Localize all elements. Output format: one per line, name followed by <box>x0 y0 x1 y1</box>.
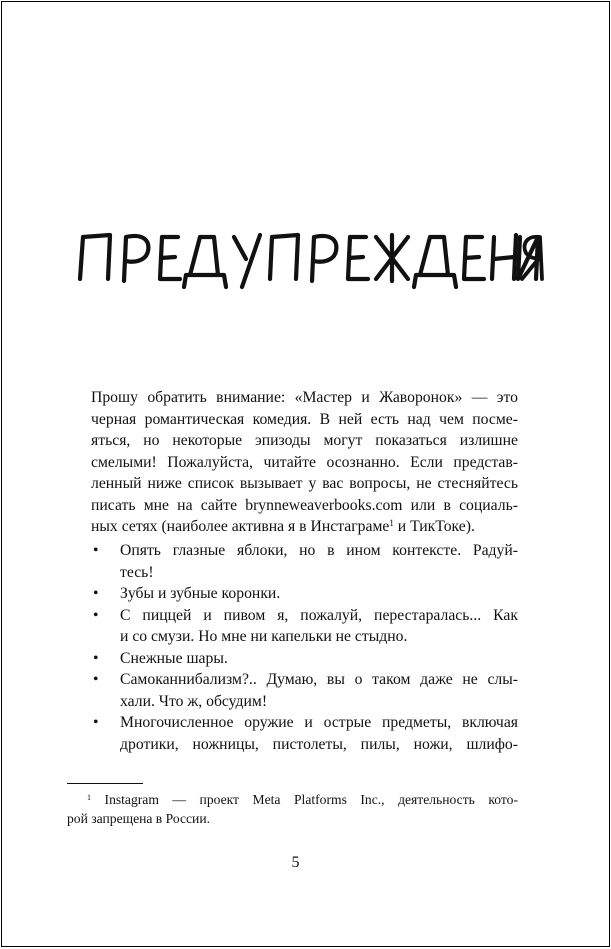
intro-line-text: ных сетях (наиболее активна я в Инстаграме <box>91 518 390 535</box>
intro-line: черная романтическая комедия. В ней есть над чем посме- <box>91 410 518 428</box>
intro-line-text: и ТикТоке). <box>393 518 475 535</box>
bullet-marker: • <box>93 606 99 624</box>
list-item <box>91 605 518 648</box>
list-item-line: Многочисленное оружие и острые предметы, включая <box>120 714 518 731</box>
bullet-marker: • <box>93 649 99 667</box>
list-item-line: и со смузи. Но мне ни капельки не стыдно. <box>120 628 408 645</box>
list-item-line: дротики, ножницы, пистолеты, пилы, ножи, шлифо- <box>120 735 518 753</box>
list-item-line: Самоканнибализм?.. Думаю, вы о таком даже не слы- <box>120 671 518 688</box>
list-item <box>91 648 518 670</box>
intro-line: смелыми! Пожалуйста, читайте осознанно. Если представ- <box>91 453 518 471</box>
footnote-line-text: Instagram — проект Meta Platforms Inc., деятельность кото- <box>91 792 518 807</box>
list-item-line: Опять глазные яблоки, но в ином контексте. Радуй- <box>120 542 518 559</box>
intro-line-with-footnote <box>91 516 518 538</box>
page-number: 5 <box>291 854 300 871</box>
footnote-reference: 1 <box>389 518 394 528</box>
list-item <box>91 669 518 712</box>
list-item <box>91 540 518 583</box>
chapter-title <box>74 217 544 297</box>
list-item-line: Зубы и зубные коронки. <box>120 585 281 602</box>
footnote-divider <box>67 783 143 784</box>
book-page <box>1 1 610 947</box>
intro-line: Прошу обратить внимание: «Мастер и Жаворонок» — это <box>91 389 518 406</box>
list-item-line: С пиццей и пивом я, пожалуй, перестаралась... Как <box>120 606 518 624</box>
footnote-line: рой запрещена в России. <box>67 811 210 826</box>
list-item-line: тесь! <box>120 563 154 581</box>
footnote <box>67 790 518 828</box>
intro-paragraph <box>91 387 518 538</box>
handwritten-title-lettering <box>74 217 544 297</box>
bullet-marker: • <box>93 714 99 731</box>
footnote-line <box>67 790 518 809</box>
warnings-list <box>91 540 518 755</box>
footnote-marker: 1 <box>87 793 91 802</box>
list-item <box>91 712 518 755</box>
list-item-line: хали. Что ж, обсудим! <box>120 692 268 710</box>
intro-line: яться, но некоторые эпизоды могут показаться излишне <box>91 432 518 449</box>
intro-line: ленный ниже список вызывает у вас вопросы, не стесняйтесь <box>91 475 518 492</box>
intro-line: писать мне на сайте brynneweaverbooks.com или в социаль- <box>91 496 518 514</box>
bullet-marker: • <box>93 671 99 688</box>
bullet-marker: • <box>93 542 99 559</box>
list-item <box>91 583 518 605</box>
bullet-marker: • <box>93 585 99 602</box>
list-item-line: Снежные шары. <box>120 649 228 667</box>
